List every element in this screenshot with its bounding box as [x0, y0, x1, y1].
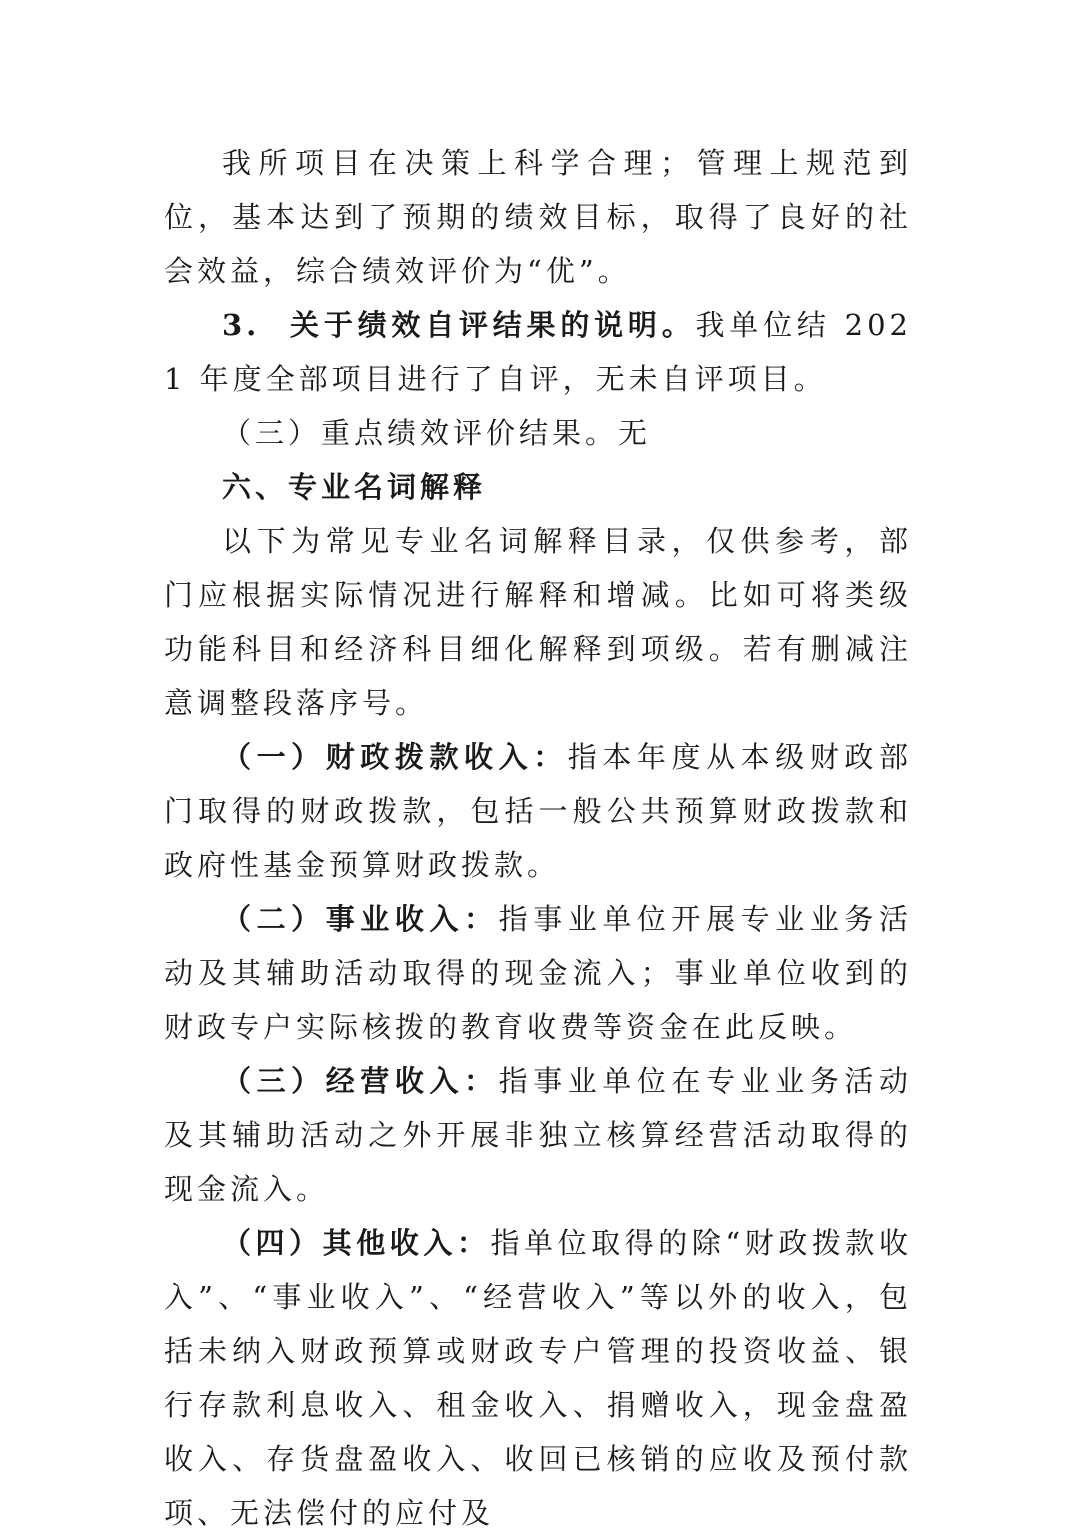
term-definition: 指单位取得的除“财政拨款收入”、“事业收入”、“经营收入”等以外的收入，包括未纳入财政预算或财政专户管理的投资收益、银行存款利息收入、租金收入、捐赠收入，现金盘盈收入、存货盘盈收入、收回已核销的应收及预付款项、无法偿付的应付及 [164, 1226, 912, 1530]
paragraph-text: 以下为常见专业名词解释目录，仅供参考，部门应根据实际情况进行解释和增减。比如可将类级功能科目和经济科目细化解释到项级。若有删减注意调整段落序号。 [164, 524, 912, 720]
paragraph-term-other-income [164, 1216, 912, 1540]
paragraph-term-business-income [164, 892, 912, 1054]
section-heading-terminology [164, 460, 912, 514]
paragraph-self-evaluation-note [164, 298, 912, 406]
term-definition: 指事业单位开展专业业务活动及其辅助活动取得的现金流入；事业单位收到的财政专户实际核拨的教育收费等资金在此反映。 [164, 902, 912, 1044]
paragraph-text: 我所项目在决策上科学合理；管理上规范到位，基本达到了预期的绩效目标，取得了良好的社会效益，综合绩效评价为“优”。 [164, 146, 912, 288]
term-definition: 指事业单位在专业业务活动及其辅助活动之外开展非独立核算经营活动取得的现金流入。 [164, 1064, 912, 1206]
heading-text: 六、专业名词解释 [222, 470, 487, 504]
paragraph-lead: 3. 关于绩效自评结果的说明。 [222, 308, 696, 342]
paragraph-text: 我单位结 2021 年度全部项目进行了自评，无未自评项目。 [164, 308, 913, 396]
term-definition: 指本年度从本级财政部门取得的财政拨款，包括一般公共预算财政拨款和政府性基金预算财政拨款。 [164, 740, 912, 882]
term-label: （三）经营收入： [222, 1064, 499, 1098]
term-label: （四）其他收入： [222, 1226, 491, 1260]
paragraph-key-evaluation-result [164, 406, 912, 460]
term-label: （一）财政拨款收入： [222, 740, 568, 774]
document-body [164, 136, 912, 1540]
paragraph-performance-conclusion [164, 136, 912, 298]
paragraph-term-operating-income [164, 1054, 912, 1216]
paragraph-terminology-intro [164, 514, 912, 730]
term-label: （二）事业收入： [222, 902, 499, 936]
paragraph-term-fiscal-appropriation [164, 730, 912, 892]
paragraph-text: （三）重点绩效评价结果。无 [222, 416, 652, 450]
